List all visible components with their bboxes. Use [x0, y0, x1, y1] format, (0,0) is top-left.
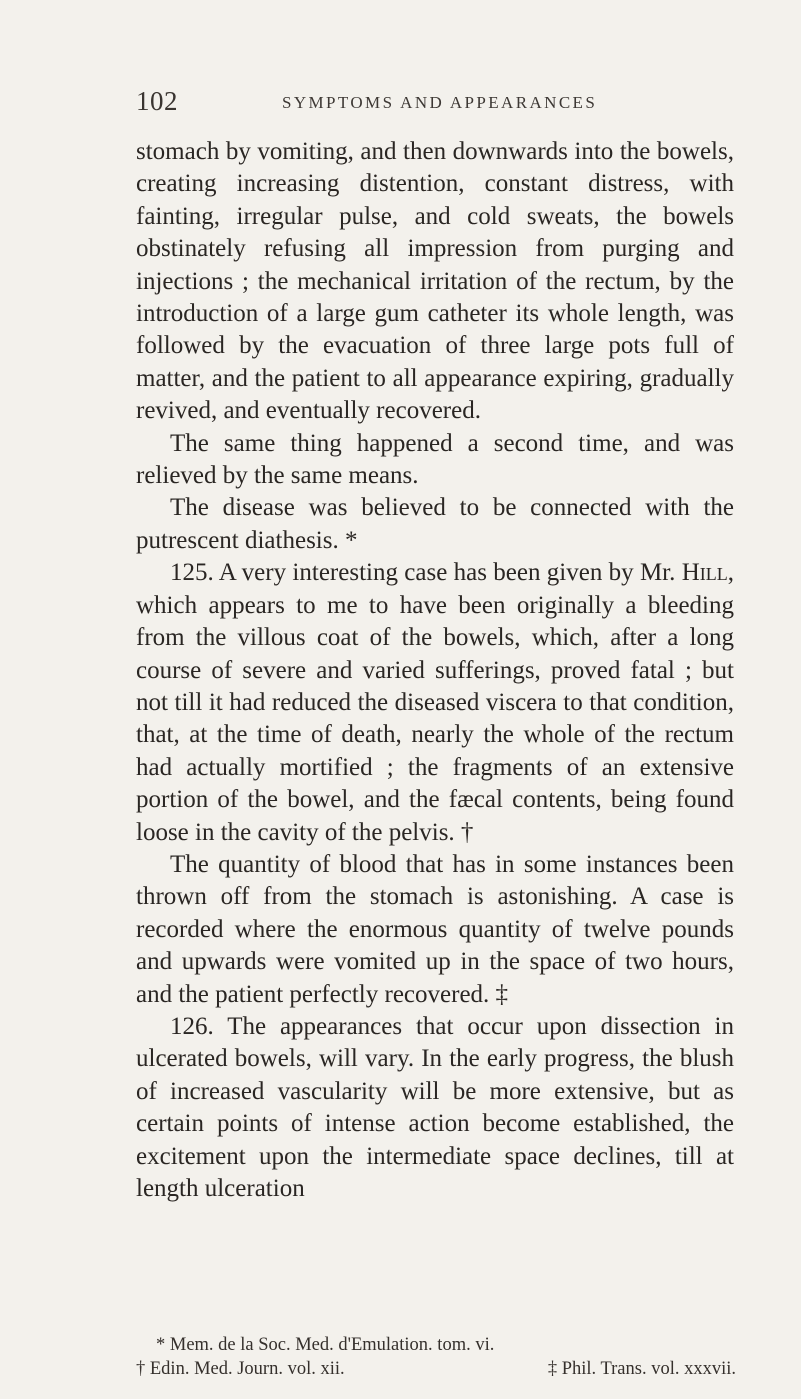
footnote-dagger: † Edin. Med. Journ. vol. xii. [136, 1359, 345, 1379]
section-number-125: 125. [170, 559, 214, 587]
section-number-126: 126. [170, 1012, 214, 1040]
footnote-double-dagger: ‡ Phil. Trans. vol. xxxvii. [547, 1359, 736, 1379]
page-number: 102 [136, 86, 178, 116]
running-title: SYMPTOMS AND APPEARANCES [282, 93, 598, 112]
footnotes [136, 1333, 736, 1381]
author-name-hill: Hill [681, 559, 728, 587]
paragraph-126-text: The appearances that occur upon dissection in ulcerated bowels, will vary. In the early progress, the blush of increased vascularity will be more extensive, but as certain points of intense action become established, the excitement upon the intermediate space declines, till at length ulceration [136, 1012, 734, 1202]
footnote-line-2 [136, 1357, 736, 1381]
paragraph-126 [136, 1011, 734, 1205]
paragraph-second-time: The same thing happened a second time, and was relieved by the same means. [136, 429, 734, 490]
paragraph-125-text-b: , which appears to me to have been originally a bleeding from the villous coat of the bowels, which, after a long course of severe and varied sufferings, proved fatal ; but not till it had reduced the diseased viscera to that condition, that, at the time of death, nearly the whole of the rectum had actually mortified ; the fragments of an extensive portion of the bowel, and the fæcal contents, being found loose in the cavity of the pelvis. † [136, 559, 734, 846]
footnote-asterisk: * Mem. de la Soc. Med. d'Emulation. tom. vi. [156, 1335, 495, 1355]
paragraph-blood-quantity: The quantity of blood that has in some instances been thrown off from the stomach is astonishing. A case is recorded where the enormous quantity of twelve pounds and upwards were vomited up in the space of two hours, and the patient perfectly recovered. ‡ [136, 850, 734, 1008]
paragraph-125-text-a: A very interesting case has been given by Mr. [213, 559, 682, 587]
body-text [136, 136, 734, 1205]
page-header [136, 86, 736, 116]
paragraph-continued: stomach by vomiting, and then downwards into the bowels, creating increasing distention, constant distress, with fainting, irregular pulse, and cold sweats, the bowels obstinately refusing all impression from purging and injections ; the mechanical irritation of the rectum, by the introduction of a large gum catheter its whole length, was followed by the evacuation of three large pots full of matter, and the patient to all appearance expiring, gradually revived, and eventually recovered. [136, 138, 734, 425]
footnote-line-1 [136, 1333, 736, 1357]
paragraph-125 [136, 557, 734, 849]
paragraph-putrescent-diathesis: The disease was believed to be connected with the putrescent diathesis. * [136, 494, 734, 554]
